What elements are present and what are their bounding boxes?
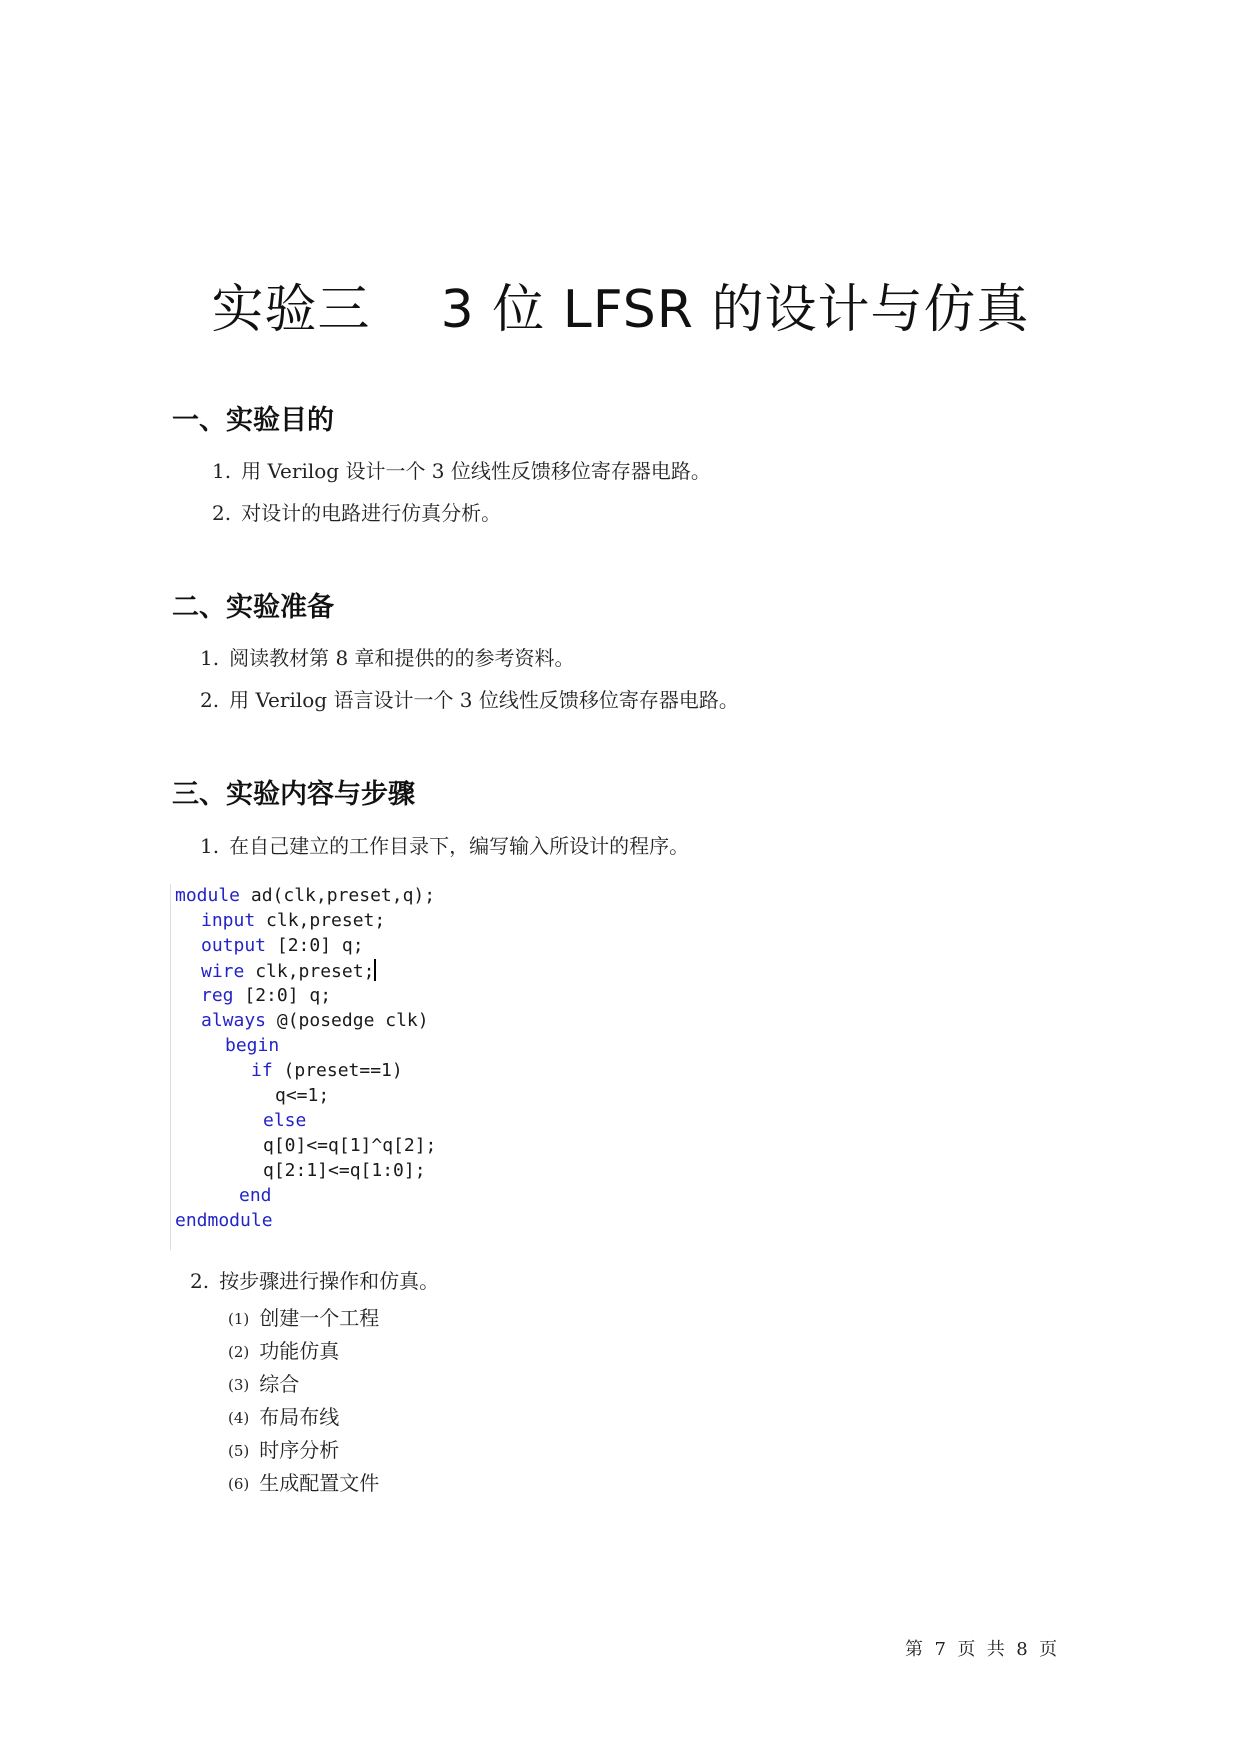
list-number: 1. <box>200 834 220 858</box>
step-number: (1) <box>228 1310 250 1328</box>
list-number: 1. <box>212 459 232 483</box>
code-line <box>201 984 331 1008</box>
list-number: 2. <box>190 1269 210 1293</box>
code-text: q[0]<=q[1]^q[2]; <box>263 1135 437 1156</box>
code-line <box>251 1059 403 1083</box>
code-line <box>175 884 435 908</box>
code-text: [2:0] q; <box>233 985 332 1006</box>
code-keyword: output <box>201 935 267 956</box>
code-line <box>175 1209 273 1233</box>
list-text: 按步骤进行操作和仿真。 <box>219 1269 440 1293</box>
page-footer: 第 7 页 共 8 页 <box>905 1639 1058 1660</box>
code-text: (preset==1) <box>272 1060 403 1081</box>
step-number: (5) <box>228 1442 250 1460</box>
code-keyword: wire <box>201 961 245 982</box>
list-item <box>190 1266 439 1296</box>
code-keyword: reg <box>201 985 234 1006</box>
step-text: 综合 <box>259 1372 300 1396</box>
step-item <box>228 1336 339 1367</box>
list-item <box>212 498 501 528</box>
code-keyword: always <box>201 1010 267 1031</box>
list-number: 2. <box>200 688 220 712</box>
step-item <box>228 1468 379 1499</box>
code-keyword: end <box>239 1185 272 1206</box>
code-text: ad(clk,preset,q); <box>240 885 436 906</box>
code-keyword: endmodule <box>175 1210 273 1231</box>
code-line <box>263 1109 306 1133</box>
code-text: q<=1; <box>275 1085 330 1106</box>
step-number: (2) <box>228 1343 250 1361</box>
code-line <box>201 909 385 933</box>
list-item <box>200 685 739 715</box>
page-title: 实验三 3 位 LFSR 的设计与仿真 <box>211 280 1030 340</box>
code-text: [2:0] q; <box>266 935 364 956</box>
code-line <box>263 1134 436 1158</box>
code-snippet <box>170 884 471 1250</box>
step-number: (4) <box>228 1409 250 1427</box>
code-text: q[2:1]<=q[1:0]; <box>263 1160 426 1181</box>
step-number: (3) <box>228 1376 250 1394</box>
code-keyword: begin <box>225 1035 280 1056</box>
list-text: 对设计的电路进行仿真分析。 <box>241 501 502 525</box>
list-item <box>212 456 711 486</box>
list-text: 用 Verilog 设计一个 3 位线性反馈移位寄存器电路。 <box>241 459 711 483</box>
code-line <box>263 1159 426 1183</box>
code-text: @(posedge clk) <box>266 1010 429 1031</box>
code-line <box>201 959 376 984</box>
step-text: 布局布线 <box>259 1405 340 1429</box>
step-text: 生成配置文件 <box>259 1471 380 1495</box>
section-heading-preparation: 二、实验准备 <box>172 592 334 623</box>
code-line <box>275 1084 329 1108</box>
list-number: 2. <box>212 501 232 525</box>
step-number: (6) <box>228 1475 250 1493</box>
list-text: 用 Verilog 语言设计一个 3 位线性反馈移位寄存器电路。 <box>229 688 739 712</box>
step-text: 时序分析 <box>259 1438 340 1462</box>
list-text: 阅读教材第 8 章和提供的的参考资料。 <box>229 646 575 670</box>
text-cursor <box>374 959 376 981</box>
list-text: 在自己建立的工作目录下，编写输入所设计的程序。 <box>229 834 690 858</box>
code-line <box>239 1184 272 1208</box>
step-item <box>228 1369 299 1400</box>
code-keyword: input <box>201 910 256 931</box>
code-keyword: module <box>175 885 241 906</box>
step-item <box>228 1435 339 1466</box>
step-text: 功能仿真 <box>259 1339 340 1363</box>
code-text: clk,preset; <box>244 961 375 982</box>
section-heading-objectives: 一、实验目的 <box>172 405 334 436</box>
list-item <box>200 831 689 861</box>
step-item <box>228 1402 339 1433</box>
code-text: clk,preset; <box>255 910 386 931</box>
code-line <box>201 934 364 958</box>
code-line <box>201 1009 429 1033</box>
step-text: 创建一个工程 <box>259 1306 380 1330</box>
section-heading-procedure: 三、实验内容与步骤 <box>172 779 415 810</box>
code-keyword: else <box>263 1110 307 1131</box>
list-item <box>200 643 575 673</box>
code-keyword: if <box>251 1060 273 1081</box>
code-line <box>225 1034 279 1058</box>
step-item <box>228 1303 379 1334</box>
list-number: 1. <box>200 646 220 670</box>
